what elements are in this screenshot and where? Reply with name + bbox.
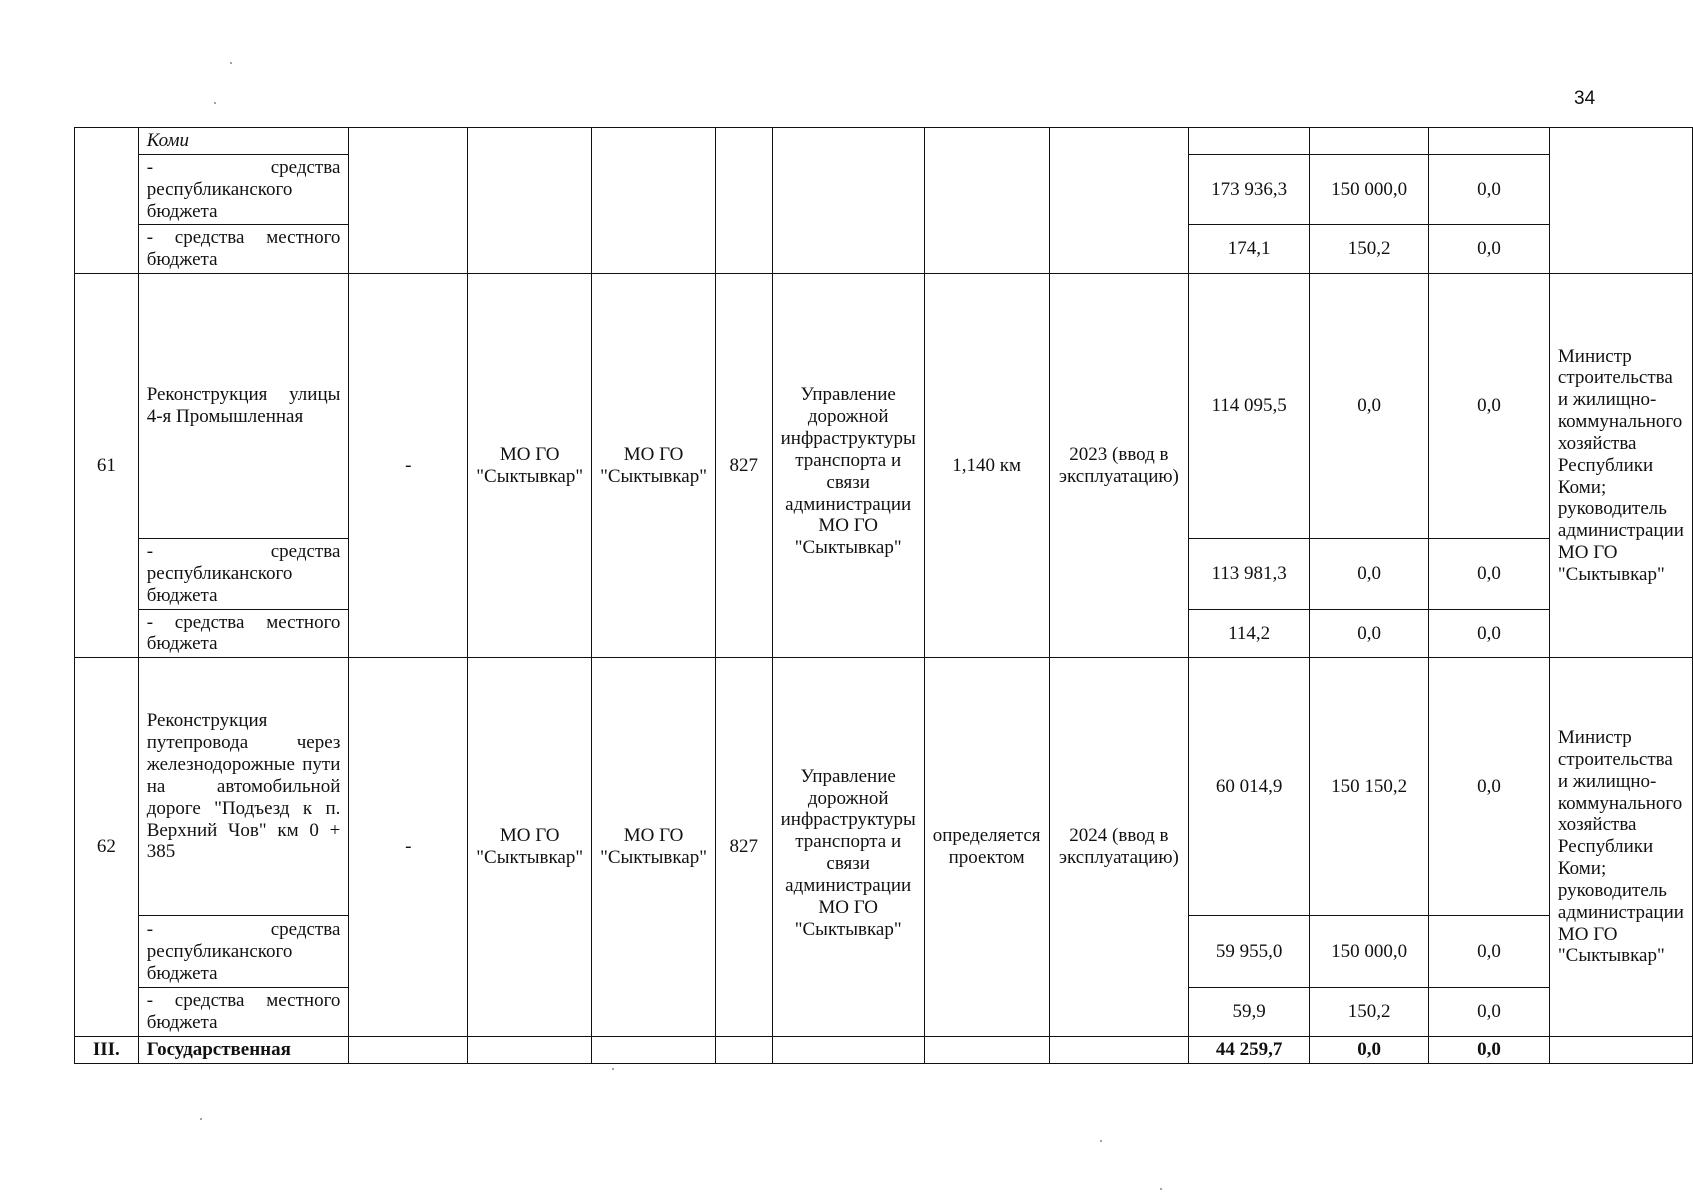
scan-speck bbox=[1160, 1188, 1162, 1190]
value-cell: 0,0 bbox=[1429, 609, 1550, 658]
value-cell: 0,0 bbox=[1310, 274, 1429, 539]
value-cell: 0,0 bbox=[1310, 609, 1429, 658]
value-cell: 0,0 bbox=[1429, 154, 1550, 225]
value-cell: 0,0 bbox=[1429, 1036, 1550, 1063]
responsible-cell: Министр строительства и жилищно-коммунального хозяйства Республики Коми; руководитель администрации МО ГО "Сыктывкар" bbox=[1549, 658, 1692, 1037]
code-cell: 827 bbox=[715, 274, 772, 658]
funding-source-label: - средства местного бюджета bbox=[138, 609, 349, 658]
scan-speck bbox=[200, 1118, 202, 1120]
number-cell bbox=[75, 128, 139, 274]
value-cell: 0,0 bbox=[1429, 274, 1550, 539]
value-cell: 0,0 bbox=[1310, 1036, 1429, 1063]
page-number: 34 bbox=[1574, 88, 1596, 109]
object-name: Реконструкция улицы 4-я Промышленная bbox=[138, 274, 349, 539]
value-cell: 0,0 bbox=[1429, 539, 1550, 610]
scan-speck bbox=[230, 62, 232, 64]
municipality-cell: МО ГО "Сыктывкар" bbox=[592, 274, 716, 658]
responsible-cell: Министр строительства и жилищно-коммунального хозяйства Республики Коми; руководитель администрации МО ГО "Сыктывкар" bbox=[1549, 274, 1692, 658]
funding-source-label: - средства республиканского бюджета bbox=[138, 539, 349, 610]
value-cell: 59 955,0 bbox=[1189, 916, 1310, 988]
value-cell: 0,0 bbox=[1429, 988, 1550, 1037]
municipality-cell: МО ГО "Сыктывкар" bbox=[468, 274, 592, 658]
deadline-cell: 2023 (ввод в эксплуатацию) bbox=[1049, 274, 1189, 658]
row-number: 62 bbox=[75, 658, 139, 1037]
section-title: Государственная bbox=[138, 1036, 349, 1063]
deadline-cell: 2024 (ввод в эксплуатацию) bbox=[1049, 658, 1189, 1037]
row-label: Коми bbox=[138, 128, 349, 155]
value-cell: 44 259,7 bbox=[1189, 1036, 1310, 1063]
funding-source-label: - средства местного бюджета bbox=[138, 225, 349, 274]
row-number: 61 bbox=[75, 274, 139, 658]
scan-speck bbox=[1100, 1140, 1102, 1142]
value-cell: 114,2 bbox=[1189, 609, 1310, 658]
object-name: Реконструкция путепровода через железнодорожные пути на автомобильной дороге "Подъезд к п. Верхний Чов" км 0 + 385 bbox=[138, 658, 349, 916]
code-cell: 827 bbox=[715, 658, 772, 1037]
department-cell: Управление дорожной инфраструктуры транспорта и связи администрации МО ГО "Сыктывкар" bbox=[772, 658, 924, 1037]
value-cell: 0,0 bbox=[1429, 658, 1550, 916]
value-cell: 114 095,5 bbox=[1189, 274, 1310, 539]
department-cell: Управление дорожной инфраструктуры транспорта и связи администрации МО ГО "Сыктывкар" bbox=[772, 274, 924, 658]
value-cell: 59,9 bbox=[1189, 988, 1310, 1037]
value-cell: 150,2 bbox=[1310, 988, 1429, 1037]
table-row bbox=[75, 274, 1693, 539]
funding-source-label: - средства республиканского бюджета bbox=[138, 916, 349, 988]
scan-speck bbox=[214, 102, 216, 104]
municipality-cell: МО ГО "Сыктывкар" bbox=[468, 658, 592, 1037]
section-row bbox=[75, 1036, 1693, 1063]
dash-cell: - bbox=[349, 658, 468, 1037]
capacity-cell: определяется проектом bbox=[924, 658, 1049, 1037]
value-cell: 0,0 bbox=[1429, 916, 1550, 988]
value-cell: 60 014,9 bbox=[1189, 658, 1310, 916]
scan-speck bbox=[612, 1068, 614, 1070]
funding-source-label: - средства республиканского бюджета bbox=[138, 154, 349, 225]
value-cell: 150 000,0 bbox=[1310, 154, 1429, 225]
value-cell: 0,0 bbox=[1310, 539, 1429, 610]
value-cell: 150 150,2 bbox=[1310, 658, 1429, 916]
section-number: III. bbox=[75, 1036, 139, 1063]
value-cell: 174,1 bbox=[1189, 225, 1310, 274]
investment-table bbox=[74, 127, 1693, 1064]
value-cell: 150 000,0 bbox=[1310, 916, 1429, 988]
table-row bbox=[75, 128, 1693, 155]
municipality-cell: МО ГО "Сыктывкар" bbox=[592, 658, 716, 1037]
value-cell: 113 981,3 bbox=[1189, 539, 1310, 610]
dash-cell: - bbox=[349, 274, 468, 658]
value-cell: 0,0 bbox=[1429, 225, 1550, 274]
value-cell: 173 936,3 bbox=[1189, 154, 1310, 225]
value-cell: 150,2 bbox=[1310, 225, 1429, 274]
capacity-cell: 1,140 км bbox=[924, 274, 1049, 658]
table-row bbox=[75, 658, 1693, 916]
funding-source-label: - средства местного бюджета bbox=[138, 988, 349, 1037]
